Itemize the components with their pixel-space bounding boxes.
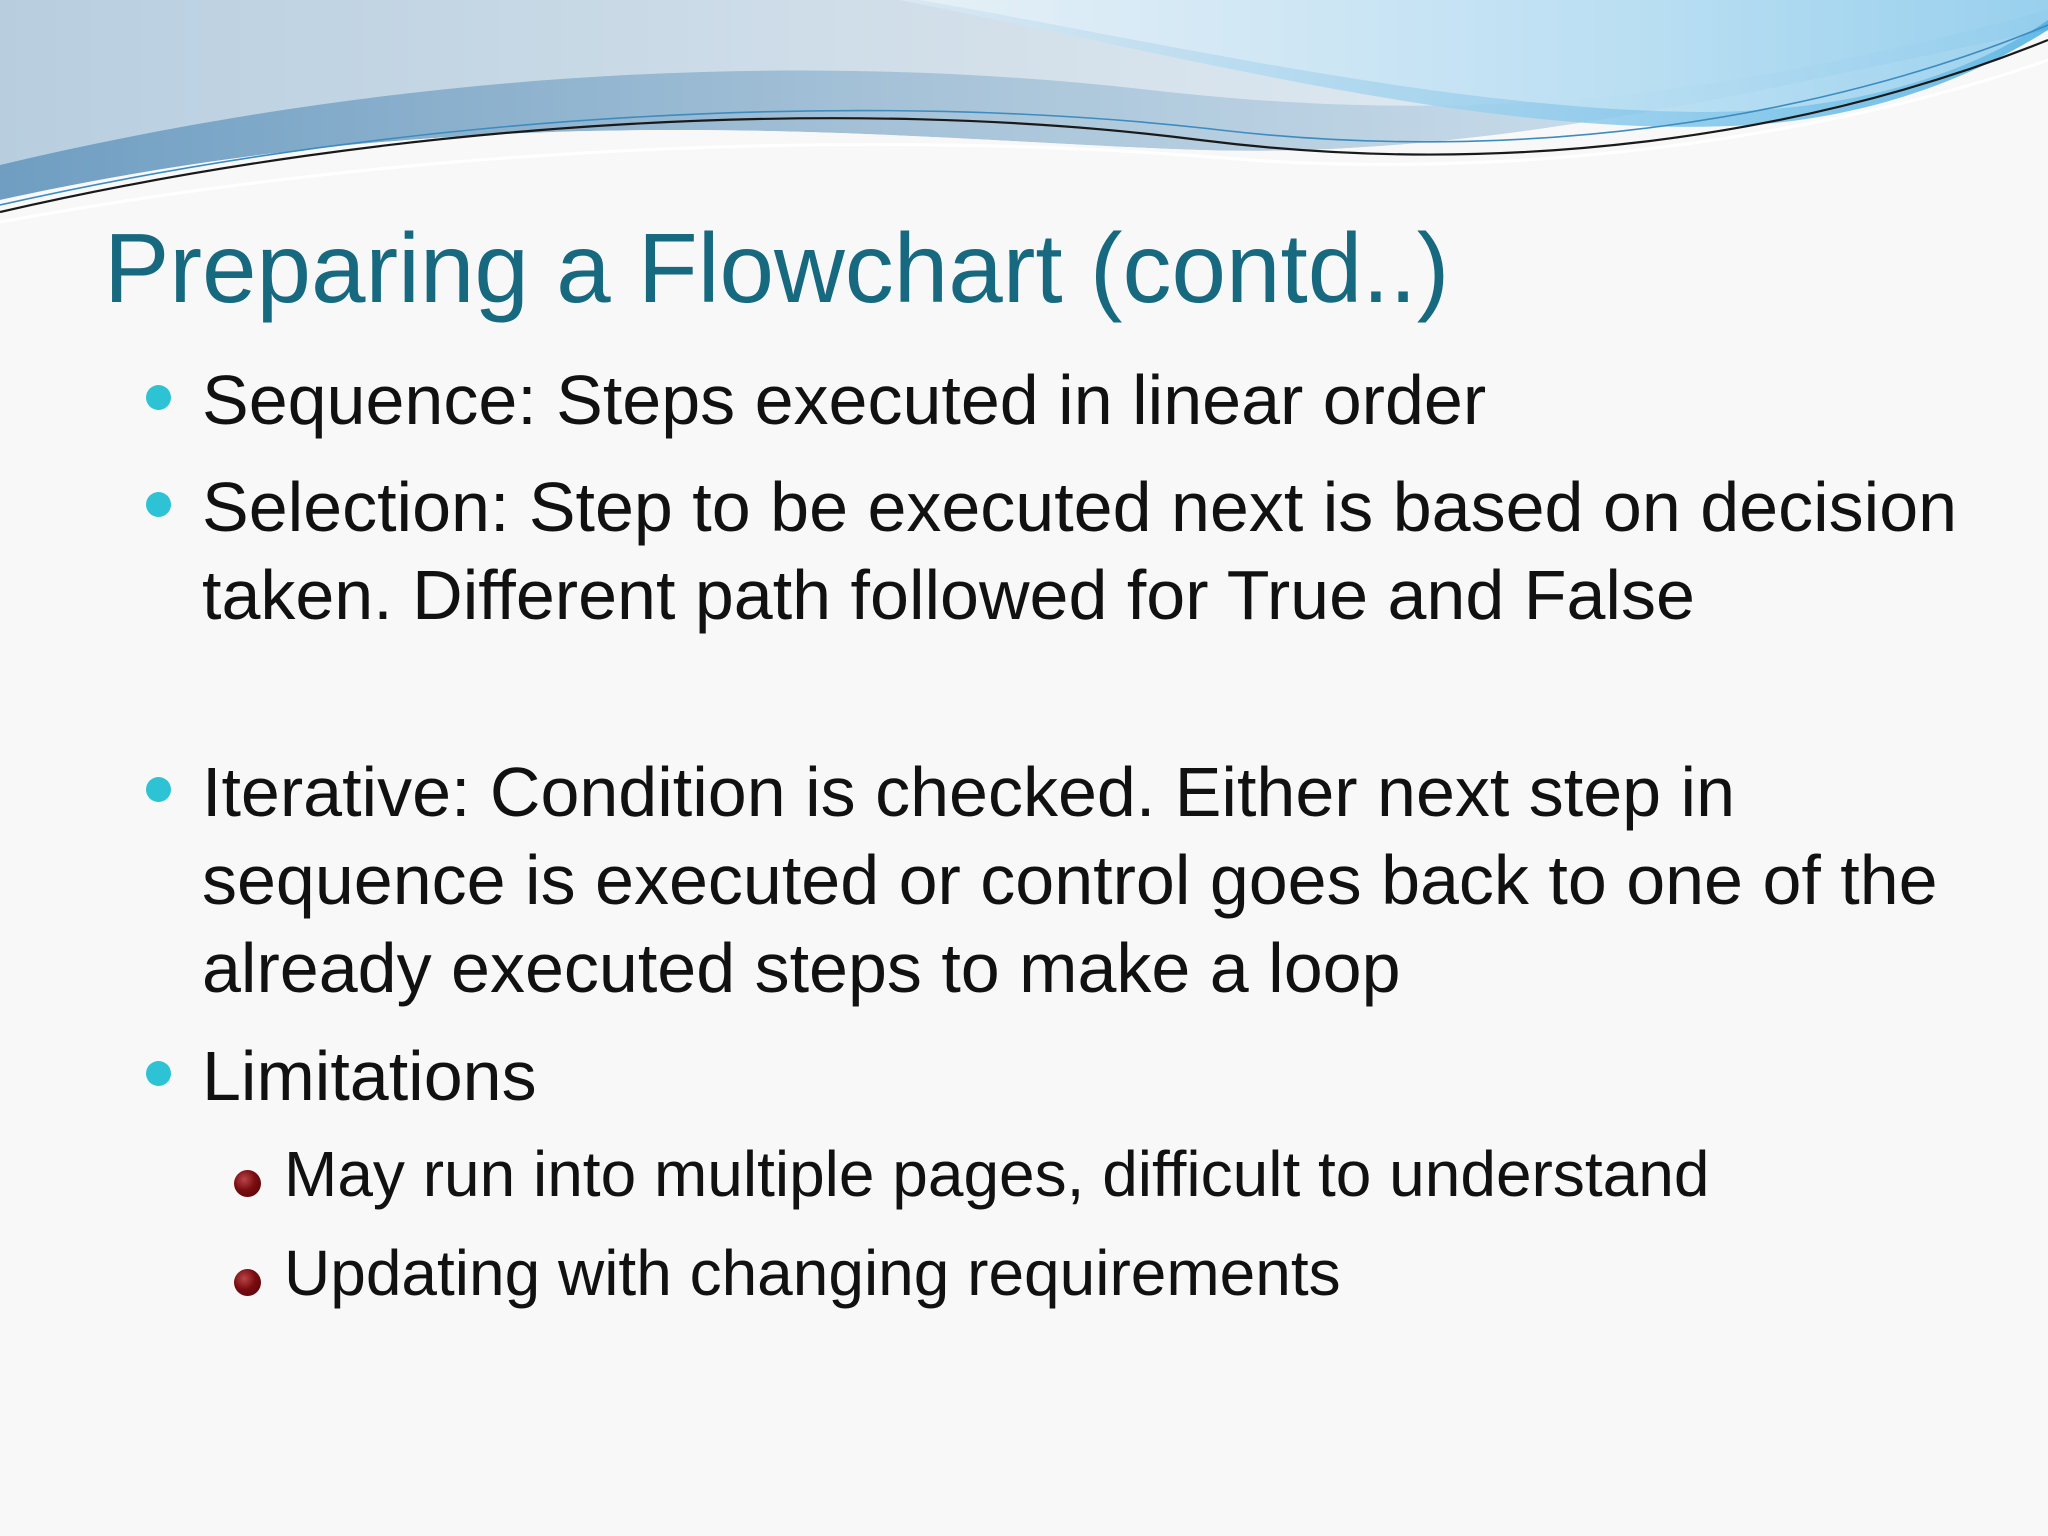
bullet-selection: Selection: Step to be executed next is based on decision taken. Different path followed for True and False bbox=[202, 468, 1958, 634]
bullet-dot-icon bbox=[146, 1061, 171, 1086]
slide-title: Preparing a Flowchart (contd..) bbox=[104, 213, 1450, 323]
bullet-dot-icon bbox=[146, 492, 171, 517]
bullet-limitations: Limitations bbox=[202, 1037, 537, 1115]
sub-bullet-dot-icon bbox=[234, 1269, 261, 1296]
sub-bullet-multiple-pages: May run into multiple pages, difficult to understand bbox=[284, 1138, 1710, 1210]
header-wave-decoration bbox=[0, 0, 2048, 240]
sub-bullet-updating: Updating with changing requirements bbox=[284, 1237, 1341, 1309]
bullet-iterative: Iterative: Condition is checked. Either next step in sequence is executed or control goes back to one of the already executed steps to make a loop bbox=[202, 753, 1938, 1007]
bullet-dot-icon bbox=[146, 385, 171, 410]
sub-bullet-dot-icon bbox=[234, 1170, 261, 1197]
bullet-sequence: Sequence: Steps executed in linear order bbox=[202, 361, 1487, 439]
bullet-dot-icon bbox=[146, 777, 171, 802]
